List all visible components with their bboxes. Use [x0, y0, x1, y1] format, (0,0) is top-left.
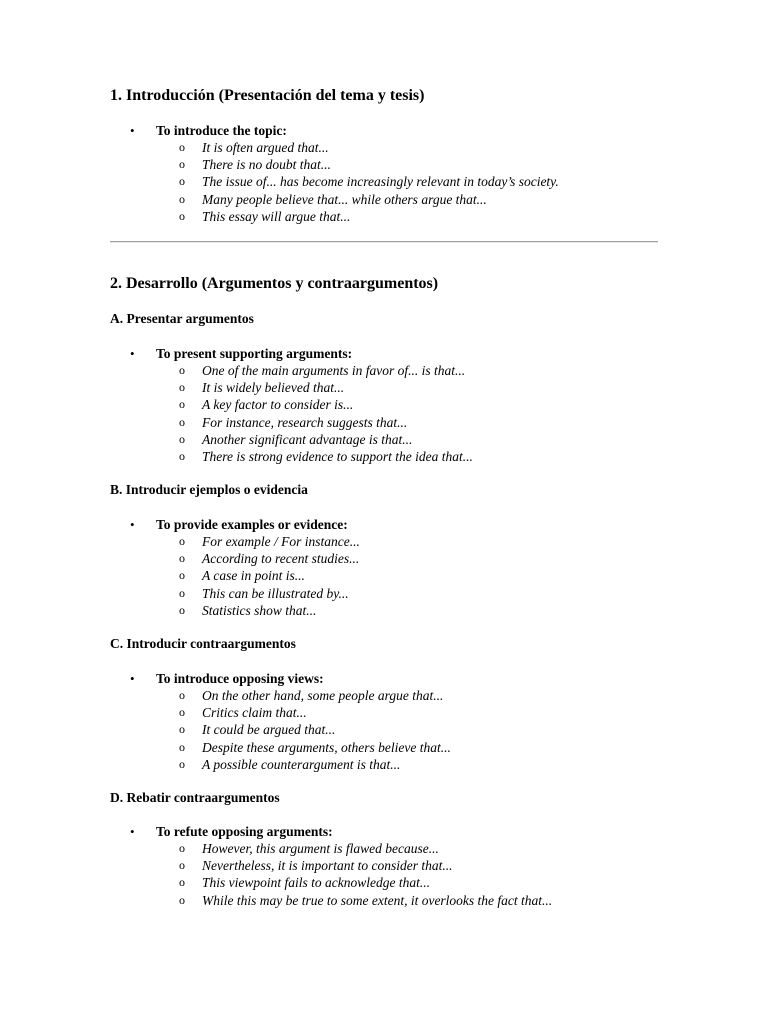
- phrase-list: [110, 533, 658, 619]
- bullet-label: To refute opposing arguments:: [156, 824, 333, 839]
- phrase-text: Nevertheless, it is important to consider that...: [202, 858, 453, 874]
- sub-bullet-marker: o: [179, 397, 185, 412]
- sub-bullet-marker: o: [179, 431, 185, 446]
- phrase-text: For instance, research suggests that...: [202, 414, 408, 430]
- list-item: [110, 550, 658, 567]
- bullet-marker: •: [130, 346, 135, 361]
- sub-bullet-marker: o: [179, 841, 185, 855]
- sub-bullet-marker: o: [179, 858, 185, 873]
- bullet-label: To present supporting arguments:: [156, 346, 353, 361]
- sub-bullet-marker: o: [179, 756, 185, 771]
- bullet-marker: •: [130, 123, 135, 138]
- sub-bullet-marker: o: [179, 739, 185, 754]
- phrase-text: Critics claim that...: [202, 705, 307, 721]
- sub-bullet-marker: o: [179, 534, 185, 548]
- phrase-text: It could be argued that...: [202, 722, 336, 738]
- sub-bullet-marker: o: [179, 688, 185, 702]
- list-item: [110, 704, 658, 721]
- list-item: [110, 602, 658, 619]
- sub-bullet-marker: o: [179, 705, 185, 720]
- sub-bullet-marker: o: [179, 174, 185, 189]
- subsection-heading-c: C. Introducir contraargumentos: [110, 636, 296, 651]
- phrase-text: This viewpoint fails to acknowledge that...: [202, 875, 430, 891]
- bullet-item: [110, 670, 658, 687]
- sub-bullet-marker: o: [179, 208, 185, 223]
- sub-bullet-marker: o: [179, 448, 185, 463]
- section-c-bullet-block: [110, 670, 658, 773]
- bullet-item: [110, 345, 658, 362]
- list-item: [110, 379, 658, 396]
- phrase-text: A possible counterargument is that...: [202, 756, 401, 772]
- bullet-item: [110, 516, 658, 533]
- bullet-item: [110, 122, 658, 139]
- list-item: [110, 857, 658, 874]
- bullet-marker: •: [130, 517, 135, 532]
- list-item: [110, 139, 658, 156]
- subsection-heading-d: D. Rebatir contraargumentos: [110, 790, 280, 805]
- phrase-text: On the other hand, some people argue that...: [202, 688, 444, 703]
- list-item: [110, 739, 658, 756]
- sub-bullet-marker: o: [179, 191, 185, 206]
- bullet-marker: •: [130, 671, 135, 686]
- phrase-text: Many people believe that... while others argue that...: [202, 191, 487, 207]
- list-item: [110, 756, 658, 773]
- phrase-text: This can be illustrated by...: [202, 585, 349, 601]
- section-title-desarrollo: 2. Desarrollo (Argumentos y contraargumentos): [110, 275, 439, 292]
- phrase-list: [110, 687, 658, 773]
- bullet-item: [110, 823, 658, 840]
- list-item: [110, 173, 658, 190]
- sub-bullet-marker: o: [179, 892, 185, 907]
- list-item: [110, 431, 658, 448]
- intro-bullet-block: [110, 122, 658, 225]
- list-item: [110, 533, 658, 550]
- section-d-bullet-block: [110, 823, 658, 909]
- phrase-text: This essay will argue that...: [202, 208, 351, 224]
- list-item: [110, 840, 658, 857]
- phrase-text: It is often argued that...: [202, 140, 329, 155]
- list-item: [110, 362, 658, 379]
- phrase-text: It is widely believed that...: [202, 380, 345, 396]
- bullet-label: To introduce opposing views:: [156, 671, 324, 686]
- bullet-label: To introduce the topic:: [156, 123, 287, 138]
- phrase-text: There is strong evidence to support the idea that...: [202, 448, 473, 464]
- phrase-list: [110, 362, 658, 465]
- sub-bullet-marker: o: [179, 380, 185, 395]
- sub-bullet-marker: o: [179, 140, 185, 154]
- phrase-list: [110, 840, 658, 909]
- section-a-bullet-block: [110, 345, 658, 465]
- sub-bullet-marker: o: [179, 414, 185, 429]
- phrase-text: According to recent studies...: [202, 551, 360, 567]
- list-item: [110, 396, 658, 413]
- phrase-text: One of the main arguments in favor of... is that...: [202, 363, 466, 378]
- phrase-text: Another significant advantage is that...: [202, 431, 413, 447]
- list-item: [110, 156, 658, 173]
- bullet-label: To provide examples or evidence:: [156, 517, 348, 532]
- list-item: [110, 567, 658, 584]
- phrase-text: The issue of... has become increasingly relevant in today’s society.: [202, 174, 559, 190]
- phrase-text: A key factor to consider is...: [202, 397, 354, 413]
- sub-bullet-marker: o: [179, 551, 185, 566]
- phrase-text: For example / For instance...: [202, 534, 360, 549]
- list-item: [110, 208, 658, 225]
- subsection-heading-a: A. Presentar argumentos: [110, 311, 254, 326]
- list-item: [110, 191, 658, 208]
- sub-bullet-marker: o: [179, 585, 185, 600]
- list-item: [110, 448, 658, 465]
- sub-bullet-marker: o: [179, 568, 185, 583]
- list-item: [110, 585, 658, 602]
- section-b-bullet-block: [110, 516, 658, 619]
- bullet-marker: •: [130, 824, 135, 839]
- sub-bullet-marker: o: [179, 602, 185, 617]
- subsection-heading-b: B. Introducir ejemplos o evidencia: [110, 482, 308, 497]
- list-item: [110, 892, 658, 909]
- list-item: [110, 687, 658, 704]
- section-title-introduccion: 1. Introducción (Presentación del tema y tesis): [110, 87, 425, 104]
- phrase-text: However, this argument is flawed because...: [202, 841, 439, 856]
- sub-bullet-marker: o: [179, 875, 185, 890]
- sub-bullet-marker: o: [179, 722, 185, 737]
- list-item: [110, 874, 658, 891]
- sub-bullet-marker: o: [179, 363, 185, 377]
- phrase-text: Despite these arguments, others believe that...: [202, 739, 451, 755]
- phrase-text: Statistics show that...: [202, 602, 317, 618]
- list-item: [110, 414, 658, 431]
- phrase-list: [110, 139, 658, 225]
- horizontal-divider: [110, 241, 658, 243]
- sub-bullet-marker: o: [179, 157, 185, 172]
- phrase-text: There is no doubt that...: [202, 157, 331, 173]
- phrase-text: A case in point is...: [202, 568, 305, 584]
- phrase-text: While this may be true to some extent, it overlooks the fact that...: [202, 892, 553, 908]
- list-item: [110, 721, 658, 738]
